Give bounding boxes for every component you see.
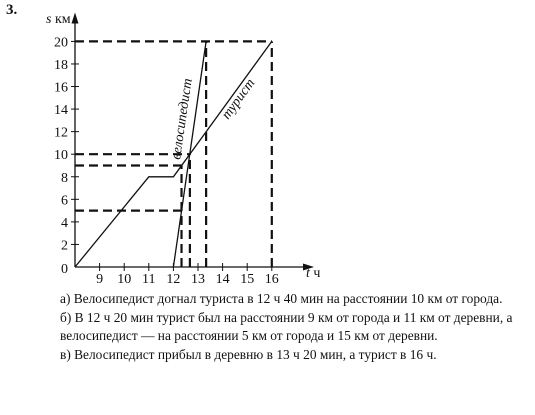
y-tick-label: 10 [54, 148, 68, 164]
x-tick-label: 16 [264, 272, 279, 287]
x-tick-label: 10 [117, 272, 132, 287]
series-label-cyclist: велосипедист [169, 77, 196, 161]
y-tick-label: 12 [54, 125, 68, 141]
x-axis-label: t ч [306, 266, 321, 281]
y-tick-label: 14 [54, 103, 68, 119]
y-axis-label: s км [46, 12, 71, 27]
x-tick-label: 15 [240, 272, 255, 287]
x-tick-label: 11 [142, 272, 156, 287]
x-tick-label: 9 [96, 272, 104, 287]
x-tick-label: 14 [215, 272, 230, 287]
answers-block [60, 290, 530, 364]
y-tick-label: 18 [54, 57, 68, 73]
x-tick-label: 13 [191, 272, 205, 287]
y-tick-label: 8 [61, 170, 68, 186]
problem-number: 3. [6, 2, 18, 18]
series-label-tourist: турист [219, 76, 259, 123]
answer-c: в) Велосипедист прибыл в деревню в 13 ч 20 мин, а турист в 16 ч. [60, 346, 437, 362]
answer-b: б) В 12 ч 20 мин турист был на расстоянии 9 км от города и 11 км от деревни, а велосипедист — на расстоянии 5 км от города и 15 км от деревни. [60, 309, 513, 344]
y-tick-label: 16 [54, 80, 68, 96]
answer-a: а) Велосипедист догнал туриста в 12 ч 40 мин на расстоянии 10 км от города. [60, 291, 503, 306]
y-axis-arrow [72, 12, 79, 23]
origin-label: 0 [61, 262, 68, 277]
y-tick-label: 4 [61, 215, 68, 231]
y-tick-label: 20 [54, 35, 68, 51]
y-tick-label: 2 [61, 238, 68, 254]
x-tick-label: 12 [166, 272, 181, 287]
y-tick-label: 6 [61, 193, 68, 209]
